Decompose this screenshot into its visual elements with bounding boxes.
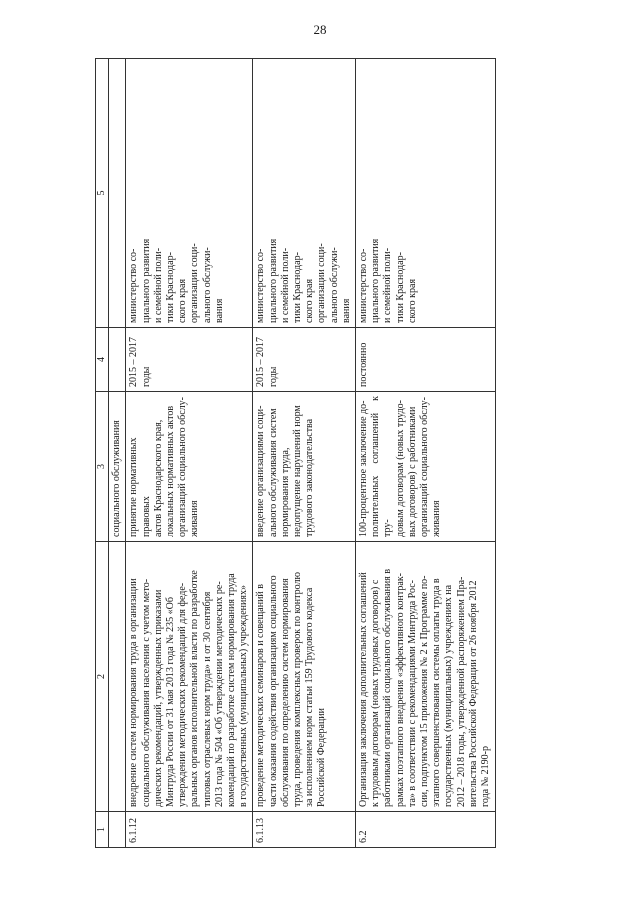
executor-text: министерство со- циального развития и семейной поли- тики Краснодар- ского края организации соци- ального обслужи- вания	[253, 59, 356, 328]
period-text: 2015 – 2017 годы	[253, 328, 356, 392]
row-number: 6.1.12	[126, 812, 253, 848]
row-number: 6.1.13	[253, 812, 356, 848]
executor-text: министерство со- циального развития и семейной поли- тики Краснодар- ского края организации соци- ального обслужи- вания	[126, 59, 253, 328]
table-row	[356, 59, 496, 848]
result-text: введение организациями соци- ального обслуживания систем нормирования труда, недопущение нарушений норм трудового законодательства	[253, 392, 356, 542]
period-text: 2015 – 2017 годы	[126, 328, 253, 392]
section-empty-cell	[109, 328, 126, 392]
period-text: постоянно	[356, 328, 496, 392]
section-continuation-row	[109, 59, 126, 848]
section-empty-cell	[109, 812, 126, 848]
rotated-table-frame	[95, 58, 540, 848]
header-col-5: 5	[96, 59, 109, 328]
header-col-3: 3	[96, 392, 109, 542]
executor-text: министерство со- циального развития и семейной поли- тики Краснодар- ского края	[356, 59, 496, 328]
table-row	[126, 59, 253, 848]
page-number: 28	[313, 22, 327, 37]
result-text: принятие нормативных правовых актов Краснодарского края, локальных нормативных актов организаций социального обслу- живания	[126, 392, 253, 542]
header-col-2: 2	[96, 542, 109, 812]
section-label: социального обслуживания	[109, 392, 126, 542]
section-empty-cell	[109, 59, 126, 328]
header-col-1: 1	[96, 812, 109, 848]
result-text: 100-процентное заключение до- полнительных соглашений к тру- довым договорам (новых трудо- вых договоров) с работниками организаций социального обслу- живания	[356, 392, 496, 542]
measure-text: Организация заключения дополнительных соглашений к трудовым договорам (новых трудовых договоров) с работниками организаций социального обслуживания в рамках поэтапного внедрения «эффективного контрак- та» в соответствии с рекомендациями Минтруда Рос- сии, подпунктом 15 приложения № 2 к Программе по- этапного совершенствования системы оплаты труда в государственных (муниципальных) учреждениях на 2012 – 2018 годы, утвержденной распоряжением Пра- вительства Российской Федерации от 26 ноября 2012 года № 2190-р	[356, 542, 496, 812]
table-header-row	[96, 59, 109, 848]
measure-text: проведение методических семинаров и совещаний в части оказания содействия организациям социального обслуживания по определению систем нормирования труда, проведения комплексных проверок по контролю за исполнением норм статьи 159 Трудового кодекса Российской Федерации	[253, 542, 356, 812]
row-number: 6.2	[356, 812, 496, 848]
table-row	[253, 59, 356, 848]
section-empty-cell	[109, 542, 126, 812]
measures-table	[95, 58, 496, 848]
measure-text: внедрение систем нормирования труда в организации социального обслуживания населения с учетом мето- дических рекомендаций, утвержденных приказами Минтруда России от 31 мая 2013 года № 235 «Об утверждении методических рекомендаций для феде- ральных органов исполнительной власти по разработке типовых отраслевых норм труда» и от 30 сентября 2013 года № 504 «Об утверждении методических ре- комендаций по разработке систем нормирования труда в государственных (муниципальных) учреждениях»	[126, 542, 253, 812]
header-col-4: 4	[96, 328, 109, 392]
